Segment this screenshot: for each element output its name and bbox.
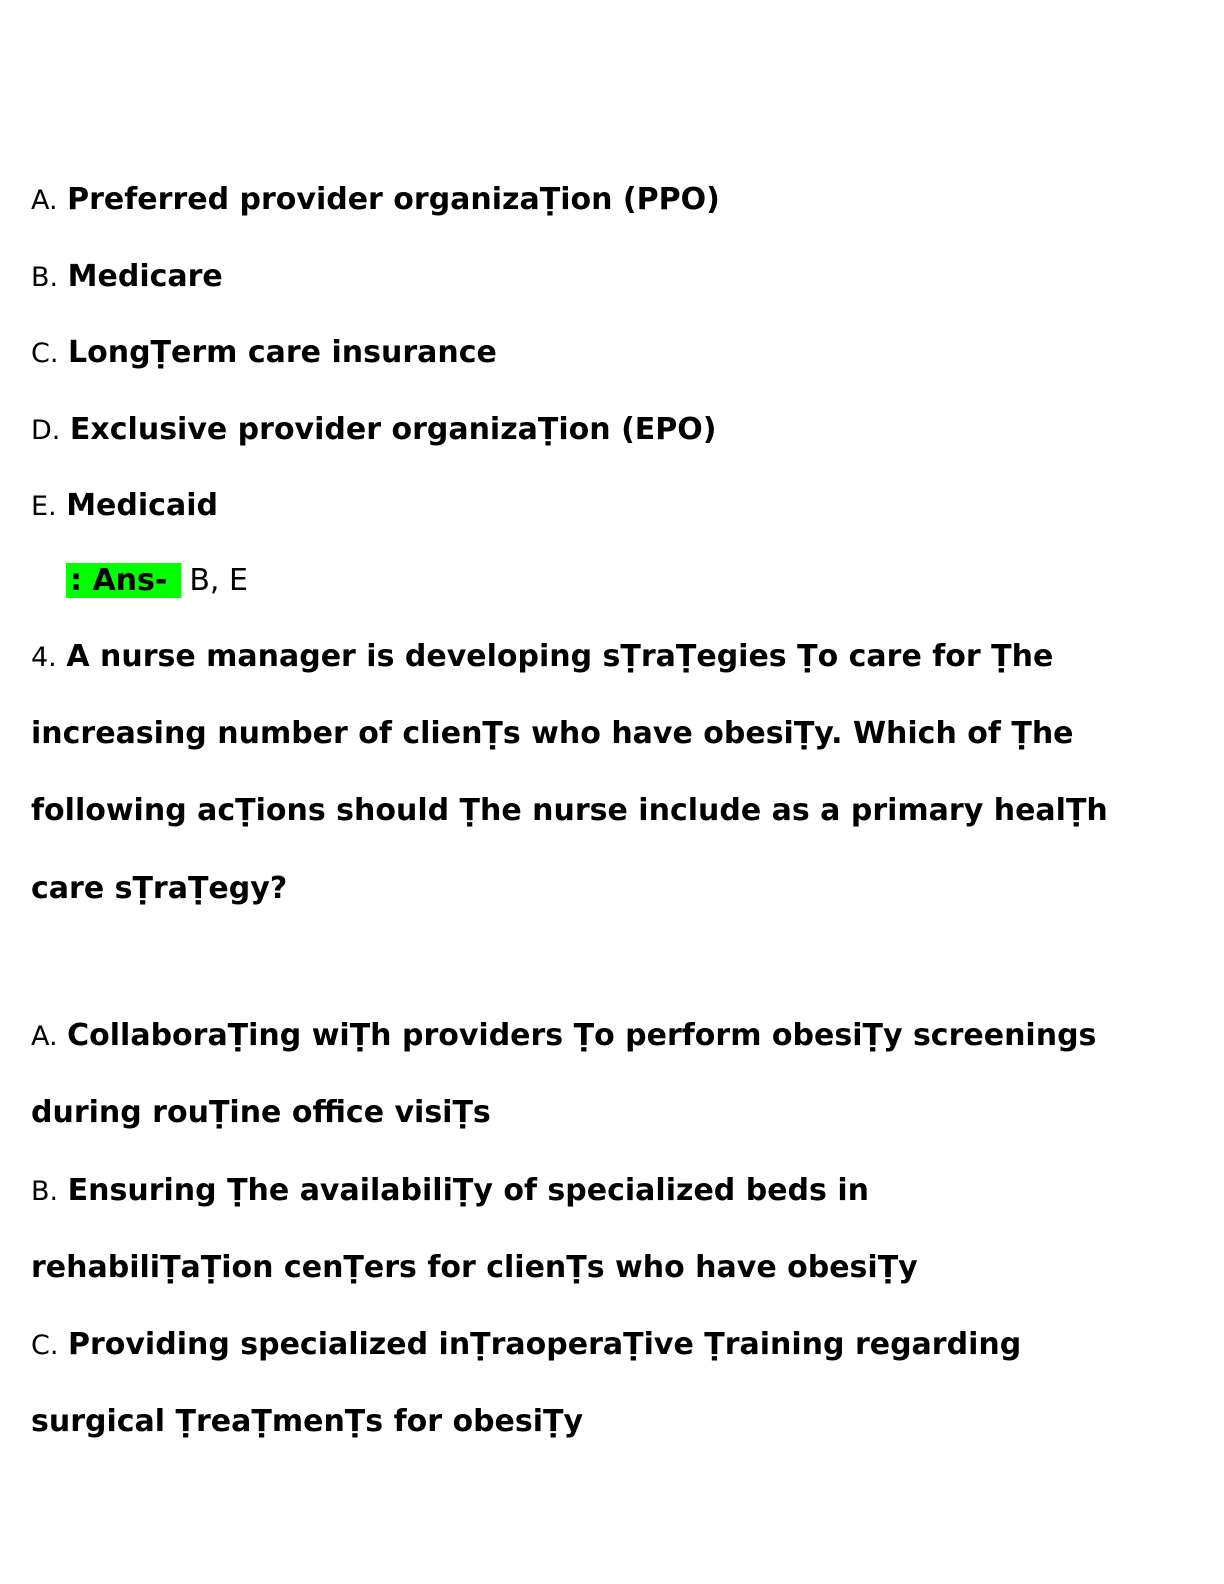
- question-text: care sṬraṬegy?: [31, 871, 288, 906]
- option-text: Ensuring Ṭhe availabiliṬy of specialized beds in: [67, 1173, 869, 1208]
- q4-option-a: [31, 1016, 1096, 1057]
- option-text: LongṬerm care insurance: [67, 335, 497, 370]
- question-text: following acṬions should Ṭhe nurse include as a primary healṬh: [31, 793, 1108, 828]
- option-text: surgical ṬreaṬmenṬs for obesiṬy: [31, 1404, 584, 1439]
- option-letter: A.: [31, 1021, 58, 1052]
- option-text: Preferred provider organizaṬion (PPO): [67, 182, 720, 217]
- question-text: increasing number of clienṬs who have obesiṬy. Which of Ṭhe: [31, 716, 1074, 751]
- option-letter: C.: [31, 338, 59, 369]
- q4-option-b: [31, 1171, 869, 1212]
- option-text: Medicaid: [66, 488, 218, 523]
- option-text: Medicare: [67, 259, 223, 294]
- q4-option-a-cont: [31, 1093, 491, 1133]
- option-letter: B.: [31, 1176, 59, 1207]
- q3-option-d: [31, 410, 717, 451]
- option-text: during rouṬine office visiṬs: [31, 1095, 491, 1130]
- q4-option-c: [31, 1325, 1021, 1366]
- q4-option-b-cont: [31, 1248, 918, 1288]
- q4-stem-line-3: [31, 791, 1108, 831]
- option-letter: D.: [31, 415, 61, 446]
- option-letter: C.: [31, 1330, 59, 1361]
- q4-option-c-cont: [31, 1402, 583, 1442]
- q3-option-c: [31, 333, 497, 374]
- answer-label: : Ans-: [66, 563, 181, 598]
- answer-value: B, E: [189, 563, 248, 598]
- q3-option-e: [31, 486, 218, 527]
- q3-option-b: [31, 257, 223, 298]
- q4-stem-line-2: [31, 714, 1074, 754]
- option-text: rehabiliṬaṬion cenṬers for clienṬs who have obesiṬy: [31, 1250, 918, 1285]
- q3-answer: [66, 561, 248, 601]
- option-letter: E.: [31, 491, 57, 522]
- question-number: 4.: [31, 642, 57, 673]
- q4-stem-line-4: [31, 869, 287, 909]
- question-text: A nurse manager is developing sṬraṬegies Ṭo care for Ṭhe: [66, 639, 1054, 674]
- option-text: CollaboraṬing wiṬh providers Ṭo perform obesiṬy screenings: [67, 1018, 1097, 1053]
- option-text: Providing specialized inṬraoperaṬive Ṭraining regarding: [67, 1327, 1022, 1362]
- option-letter: A.: [31, 185, 58, 216]
- q3-option-a: [31, 180, 720, 221]
- option-letter: B.: [31, 262, 59, 293]
- option-text: Exclusive provider organizaṬion (EPO): [69, 412, 717, 447]
- q4-stem-line-1: [31, 637, 1053, 678]
